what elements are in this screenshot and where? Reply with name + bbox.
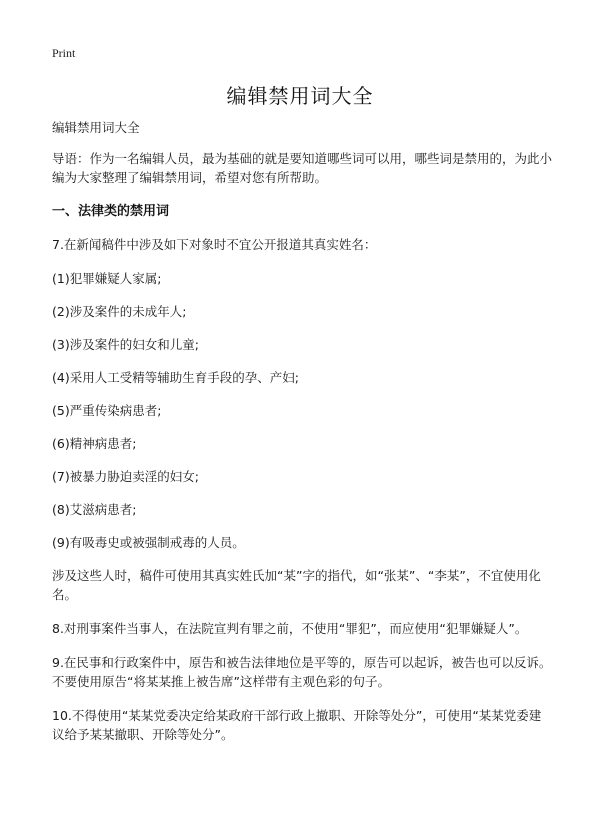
document-subtitle: 编辑禁用词大全 (52, 120, 140, 135)
list-item: (5)严重传染病患者; (52, 403, 162, 418)
section-heading-legal: 一、法律类的禁用词 (52, 204, 170, 219)
print-label: Print (52, 46, 76, 60)
list-item: (6)精神病患者; (52, 436, 137, 451)
intro-paragraph: 导语：作为一名编辑人员，最为基础的就是要知道哪些词可以用，哪些词是禁用的，为此小编为大家整理了编辑禁用词，希望对您有所帮助。 (52, 151, 553, 185)
list-item: (1)犯罪嫌疑人家属; (52, 271, 162, 286)
item-7-paragraph: 7.在新闻稿件中涉及如下对象时不宜公开报道其真实姓名： (52, 237, 377, 252)
list-item: (9)有吸毒史或被强制戒毒的人员。 (52, 535, 245, 550)
list-item: (3)涉及案件的妇女和儿童; (52, 337, 199, 352)
list-item: (8)艾滋病患者; (52, 502, 137, 517)
note-paragraph: 涉及这些人时，稿件可使用其真实姓氏加“某”字的指代，如“张某”、“李某”，不宜使用化名。 (52, 568, 541, 602)
item-9-paragraph: 9.在民事和行政案件中，原告和被告法律地位是平等的，原告可以起诉，被告也可以反诉。不要使用原告“将某某推上被告席”这样带有主观色彩的句子。 (52, 655, 552, 689)
document-body (52, 118, 552, 759)
list-item: (4)采用人工受精等辅助生育手段的孕、产妇; (52, 370, 299, 385)
list-item: (2)涉及案件的未成年人; (52, 304, 187, 319)
page-title: 编辑禁用词大全 (226, 84, 374, 108)
item-8-paragraph: 8.对刑事案件当事人，在法院宣判有罪之前，不使用“罪犯”，而应使用“犯罪嫌疑人”。 (52, 621, 528, 636)
item-10-paragraph: 10.不得使用“某某党委决定给某政府干部行政上撤职、开除等处分”，可使用“某某党委建议给予某某撤职、开除等处分”。 (52, 708, 542, 742)
list-item: (7)被暴力胁迫卖淫的妇女; (52, 469, 199, 484)
